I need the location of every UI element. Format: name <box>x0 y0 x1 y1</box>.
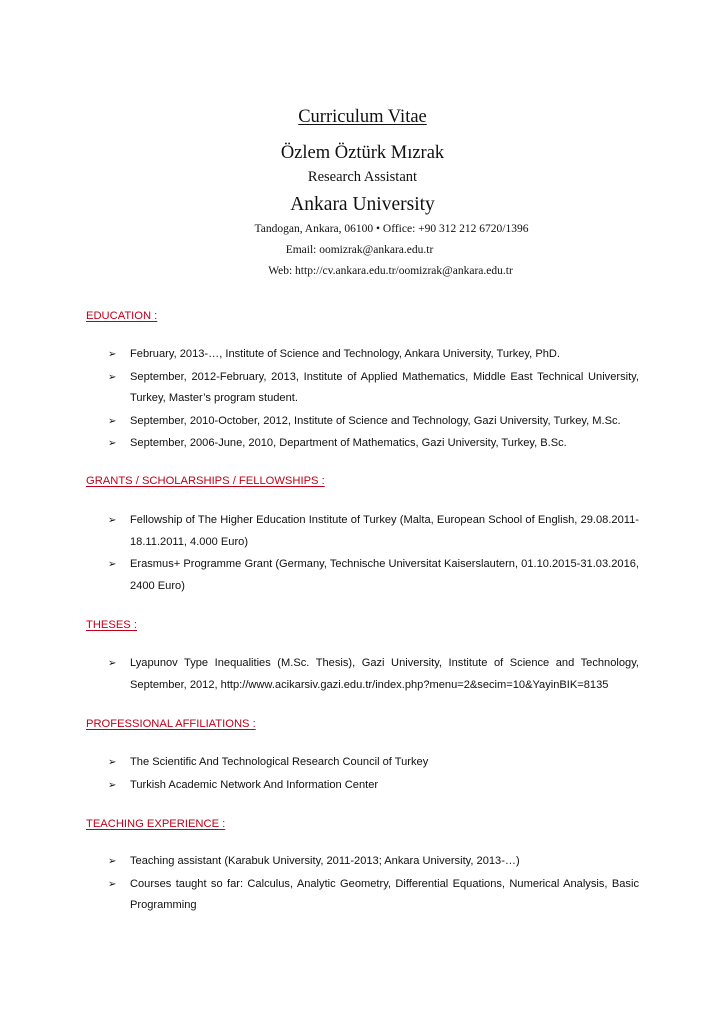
grant-entry: Erasmus+ Programme Grant (Germany, Technische Universitat Kaiserslautern, 01.10.2015-31.03.2016, 2400 Euro) <box>130 558 639 592</box>
list-item <box>108 433 639 455</box>
thesis-entry: Lyapunov Type Inequalities (M.Sc. Thesis), Gazi University, Institute of Science and Technology, September, 2012, http://www.acikarsiv.gazi.edu.tr/index.php?menu=2&secim=10&YayinBIK=8135 <box>130 657 639 691</box>
theses-list <box>108 653 639 697</box>
arrow-bullet-icon: ➢ <box>108 515 117 526</box>
section-heading-affiliations: PROFESSIONAL AFFILIATIONS : <box>86 718 256 730</box>
section-heading-grants: GRANTS / SCHOLARSHIPS / FELLOWSHIPS : <box>86 475 325 487</box>
education-list <box>108 344 639 456</box>
arrow-bullet-icon: ➢ <box>108 658 117 669</box>
list-item <box>108 554 639 597</box>
list-item <box>108 851 639 873</box>
section-heading-theses: THESES : <box>86 619 137 631</box>
list-item <box>108 775 639 797</box>
contact-email[interactable]: Email: oomizrak@ankara.edu.tr <box>285 244 434 256</box>
education-entry: February, 2013-…, Institute of Science and Technology, Ankara University, Turkey, PhD. <box>130 348 560 360</box>
arrow-bullet-icon: ➢ <box>108 371 117 383</box>
education-entry: September, 2010-October, 2012, Institute of Science and Technology, Gazi University, Turkey, M.Sc. <box>130 414 621 427</box>
arrow-bullet-icon: ➢ <box>108 559 117 570</box>
arrow-bullet-icon: ➢ <box>108 757 117 768</box>
affiliation-entry: The Scientific And Technological Research Council of Turkey <box>130 756 429 768</box>
arrow-bullet-icon: ➢ <box>108 415 117 427</box>
arrow-bullet-icon: ➢ <box>108 779 117 791</box>
education-entry: September, 2006-June, 2010, Department of Mathematics, Gazi University, Turkey, B.Sc. <box>130 437 567 449</box>
arrow-bullet-icon: ➢ <box>108 856 117 867</box>
affiliations-list <box>108 752 639 797</box>
arrow-bullet-icon: ➢ <box>108 349 117 360</box>
arrow-bullet-icon: ➢ <box>108 438 117 449</box>
university-name: Ankara University <box>290 194 435 215</box>
list-item <box>108 411 639 433</box>
affiliation-entry: Turkish Academic Network And Information Center <box>130 778 379 791</box>
grants-list <box>108 510 639 598</box>
list-item <box>108 874 639 917</box>
person-role: Research Assistant <box>307 169 418 185</box>
section-heading-education: EDUCATION : <box>86 310 158 322</box>
list-item <box>108 752 639 774</box>
arrow-bullet-icon: ➢ <box>108 878 117 890</box>
teaching-list <box>108 851 639 918</box>
teaching-entry: Teaching assistant (Karabuk University, 2011-2013; Ankara University, 2013-…) <box>130 855 520 867</box>
list-item <box>108 653 639 696</box>
contact-address: Tandogan, Ankara, 06100 • Office: +90 312 212 6720/1396 <box>254 223 529 235</box>
document-title: Curriculum Vitae <box>298 107 427 127</box>
person-name: Özlem Öztürk Mızrak <box>280 143 445 163</box>
teaching-entry: Courses taught so far: Calculus, Analytic Geometry, Differential Equations, Numerical Analysis, Basic Programming <box>130 877 639 911</box>
education-entry: September, 2012-February, 2013, Institute of Applied Mathematics, Middle East Technical University, Turkey, Master’s program student. <box>130 370 639 404</box>
list-item <box>108 367 639 410</box>
contact-web[interactable]: Web: http://cv.ankara.edu.tr/oomizrak@ankara.edu.tr <box>268 265 513 277</box>
grant-entry: Fellowship of The Higher Education Institute of Turkey (Malta, European School of English, 29.08.2011-18.11.2011, 4.000 Euro) <box>130 514 639 548</box>
section-heading-teaching: TEACHING EXPERIENCE : <box>86 818 226 830</box>
list-item <box>108 344 639 366</box>
list-item <box>108 510 639 553</box>
